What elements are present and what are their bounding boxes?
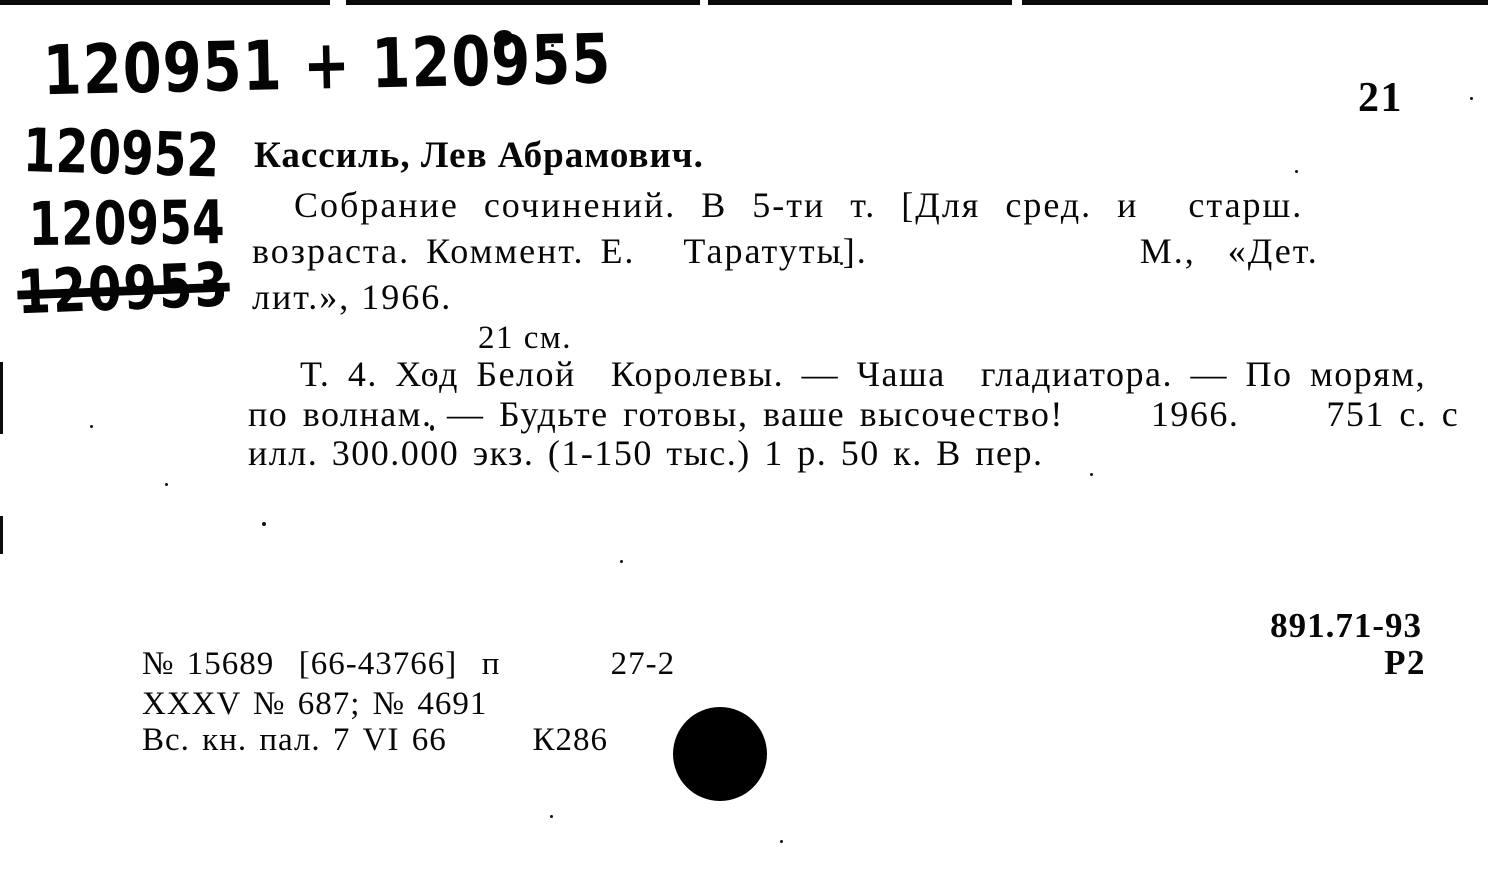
- noise-speck: [262, 522, 266, 526]
- registration-line-3: Вс. кн. пал. 7 VI 66 К286: [142, 722, 608, 758]
- scan-edge-top: [0, 0, 1488, 5]
- noise-speck: [550, 815, 553, 818]
- noise-speck: [1470, 97, 1473, 100]
- punch-hole: [673, 707, 767, 801]
- registration-line-2: XXXV № 687; № 4691: [142, 686, 488, 722]
- contents-line-3: илл. 300.000 экз. (1-150 тыс.) 1 р. 50 к. В пер.: [248, 433, 1044, 473]
- udc-number: 891.71-93: [1270, 606, 1422, 645]
- noise-speck: [780, 840, 783, 843]
- scan-edge-left-mark: [0, 362, 3, 434]
- noise-speck: [1090, 473, 1093, 476]
- noise-speck: [1295, 170, 1298, 173]
- registration-line-1: № 15689 [66-43766] п 27-2: [142, 646, 676, 682]
- noise-speck: [620, 560, 623, 563]
- scan-edge-gap: [700, 0, 708, 5]
- inventory-number: 120952: [22, 116, 221, 192]
- inventory-number: 120954: [28, 187, 225, 261]
- title-line-1: Собрание сочинений. В 5-ти т. [Для сред. и старш.: [294, 185, 1304, 225]
- author-heading: Кассиль, Лев Абрамович.: [254, 135, 704, 176]
- size-note: 21 см.: [478, 320, 573, 356]
- noise-speck: [165, 483, 168, 486]
- contents-line-1: Т. 4. Ход Белой Королевы. — Чаша гладиатора. — По морям,: [300, 354, 1427, 394]
- inventory-number-range: 120951 + 120955: [42, 20, 613, 112]
- scan-edge-gap: [1012, 0, 1022, 5]
- title-line-3: лит.», 1966.: [252, 277, 453, 317]
- page-number: 21: [1358, 75, 1403, 121]
- title-line-2: возраста. Коммент. Е. Таратуты]. М., «Дет.: [252, 231, 1319, 271]
- scan-edge-gap: [330, 0, 346, 5]
- inventory-number-struck: 120953: [16, 249, 231, 329]
- noise-speck: [90, 425, 93, 428]
- contents-line-2: по волнам. — Будьте готовы, ваше высочество! 1966. 751 с. с: [248, 394, 1460, 434]
- author-mark: Р2: [1384, 643, 1426, 682]
- scan-edge-left-mark: [0, 516, 3, 554]
